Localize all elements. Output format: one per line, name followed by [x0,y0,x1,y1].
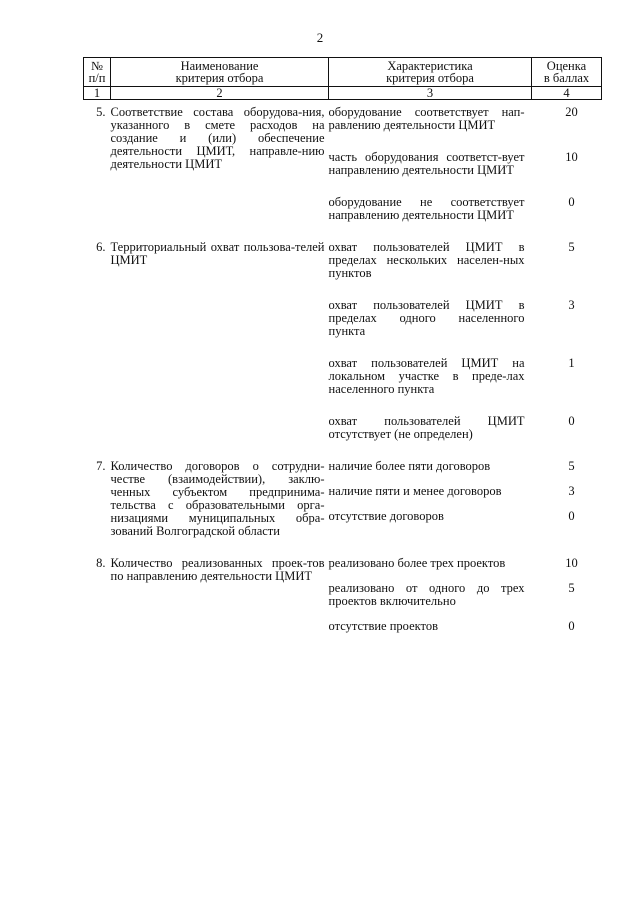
list-item: наличие более пяти договоров 5 [328,459,575,473]
criterion-name: Количество реализованных проек-тов по направлению деятельности ЦМИТ [110,556,325,583]
column-number-2: 2 [111,87,329,100]
list-item: часть оборудования соответст-вует направлению деятельности ЦМИТ 10 [328,150,578,177]
list-item: реализовано более трех проектов 10 [328,556,578,570]
criterion-name: Территориальный охват пользова-телей ЦМИТ [110,240,325,267]
table-row [84,460,602,538]
table-column-numbers-row [84,87,602,100]
criterion-name: Соответствие состава оборудова-ния, указанного в смете расходов на создание и (или) обеспечение деятельности ЦМИТ, направле-нию деятельности ЦМИТ [110,105,325,171]
page-number: 2 [316,30,324,45]
column-number-4: 4 [532,87,602,100]
list-item: оборудование соответствует нап-равлению деятельности ЦМИТ 20 [328,105,578,132]
list-item: охват пользователей ЦМИТ в пределах нескольких населен-ных пунктов 5 [328,240,575,280]
list-item: наличие пяти и менее договоров 3 [328,484,575,498]
table-row [84,100,602,223]
row-number: 5. [96,105,106,119]
list-item: охват пользователей ЦМИТ на локальном участке в преде-лах населенного пункта 1 [328,356,575,396]
list-item: охват пользователей ЦМИТ в пределах одного населенного пункта 3 [328,298,575,338]
criterion-name: Количество договоров о сотрудни-честве (взаимодействии), заклю-ченных субъектом предпринима-тельства с образовательными орга-низациями муниципальных обра-зований Волгоградской области [110,459,325,538]
table-row [84,241,602,441]
header-score: Оценка в баллах [532,58,602,87]
table-row [84,557,602,633]
row-number: 8. [96,556,106,570]
header-number: № п/п [84,58,111,87]
row-number: 6. [96,240,106,254]
list-item: оборудование не соответствует направлению деятельности ЦМИТ 0 [328,195,575,222]
column-number-3: 3 [329,87,532,100]
list-item: отсутствие договоров 0 [328,509,575,523]
criterion-options [329,100,602,223]
table-header-row [84,58,602,87]
criterion-options [329,241,602,441]
criterion-options [329,557,602,633]
criteria-table [83,57,602,633]
list-item: охват пользователей ЦМИТ отсутствует (не определен) 0 [328,414,575,441]
column-number-1: 1 [84,87,111,100]
header-criterion-characteristic: Характеристика критерия отбора [329,58,532,87]
list-item: отсутствие проектов 0 [328,619,575,633]
list-item: реализовано от одного до трех проектов включительно 5 [328,581,575,608]
row-number: 7. [96,459,106,473]
header-criterion-name: Наименование критерия отбора [111,58,329,87]
criterion-options [329,460,602,538]
